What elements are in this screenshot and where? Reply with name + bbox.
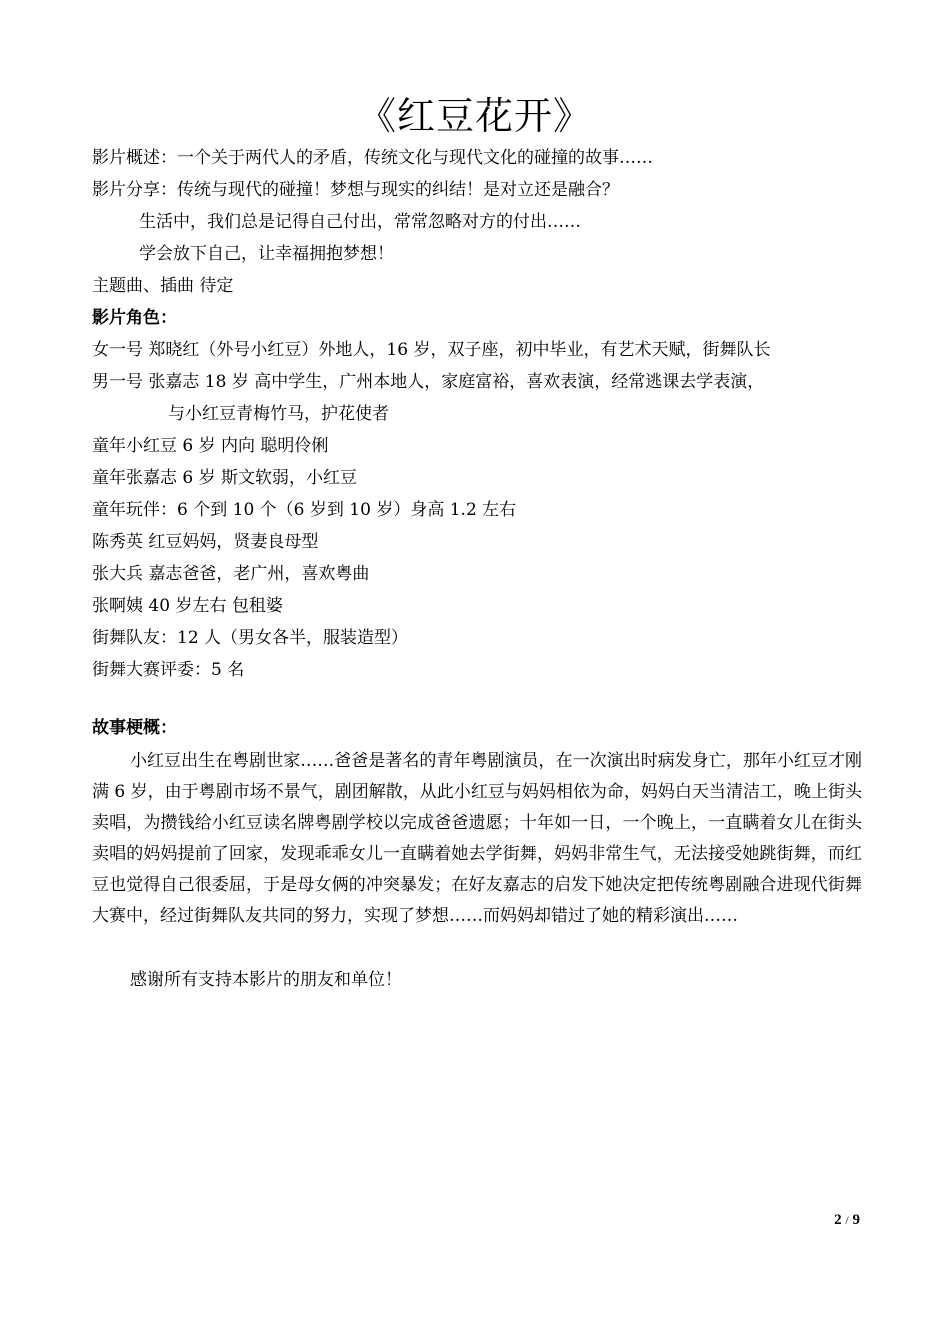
role-male-lead: 男一号 张嘉志 18 岁 高中学生，广州本地人，家庭富裕，喜欢表演，经常逃课去学表演， (92, 372, 765, 392)
section-spacer (92, 686, 862, 712)
roles-heading: 影片角色： (92, 308, 177, 328)
role-female-lead: 女一号 郑晓红（外号小红豆）外地人，16 岁，双子座，初中毕业，有艺术天赋，街舞队长 (92, 340, 771, 360)
document-body (92, 142, 862, 996)
document-title: 《红豆花开》 (357, 94, 592, 138)
role-judges: 街舞大赛评委：5 名 (92, 660, 245, 680)
role-father: 张大兵 嘉志爸爸，老广州，喜欢粤曲 (92, 564, 370, 584)
music-info: 主题曲、插曲 待定 (92, 276, 234, 296)
synopsis-paragraph: 小红豆出生在粤剧世家……爸爸是著名的青年粤剧演员，在一次演出时病发身亡，那年小红豆才刚满 6 岁，由于粤剧市场不景气，剧团解散，从此小红豆与妈妈相依为命，妈妈白天当清洁工，晚上街头卖唱，为攒钱给小红豆读名牌粤剧学校以完成爸爸遗愿；十年如一日，一个晚上，一直瞒着女儿在街头卖唱的妈妈提前了回家，发现乖乖女儿一直瞒着她去学街舞，妈妈非常生气，无法接受她跳街舞，而红豆也觉得自己很委屈，于是母女俩的冲突暴发；在好友嘉志的启发下她决定把传统粤剧融合进现代街舞大赛中，经过街舞队友共同的努力，实现了梦想……而妈妈却错过了她的精彩演出…… (92, 751, 862, 926)
page-number (834, 1212, 860, 1229)
film-overview: 影片概述：一个关于两代人的矛盾，传统文化与现代文化的碰撞的故事…… (92, 148, 653, 168)
synopsis-heading: 故事梗概： (92, 718, 177, 738)
role-dancers: 街舞队友：12 人（男女各半，服装造型） (92, 628, 409, 648)
film-share-line-3: 学会放下自己，让幸福拥抱梦想！ (139, 244, 394, 264)
page-total: 9 (852, 1212, 860, 1228)
film-share-line-2: 生活中，我们总是记得自己付出，常常忽略对方的付出…… (139, 212, 581, 232)
page-current: 2 (834, 1212, 842, 1228)
page-separator: / (845, 1213, 849, 1227)
thanks-note: 感谢所有支持本影片的朋友和单位！ (130, 970, 402, 990)
role-young-hongdou: 童年小红豆 6 岁 内向 聪明伶俐 (92, 436, 329, 456)
role-landlady: 张啊姨 40 岁左右 包租婆 (92, 596, 283, 616)
role-playmates: 童年玩伴：6 个到 10 个（6 岁到 10 岁）身高 1.2 左右 (92, 500, 517, 520)
role-young-jiazhi: 童年张嘉志 6 岁 斯文软弱，小红豆 (92, 468, 358, 488)
role-mother: 陈秀英 红豆妈妈，贤妻良母型 (92, 532, 319, 552)
role-male-lead-continued: 与小红豆青梅竹马，护花使者 (168, 404, 389, 424)
film-share: 影片分享：传统与现代的碰撞！梦想与现实的纠结！是对立还是融合？ (92, 180, 619, 200)
